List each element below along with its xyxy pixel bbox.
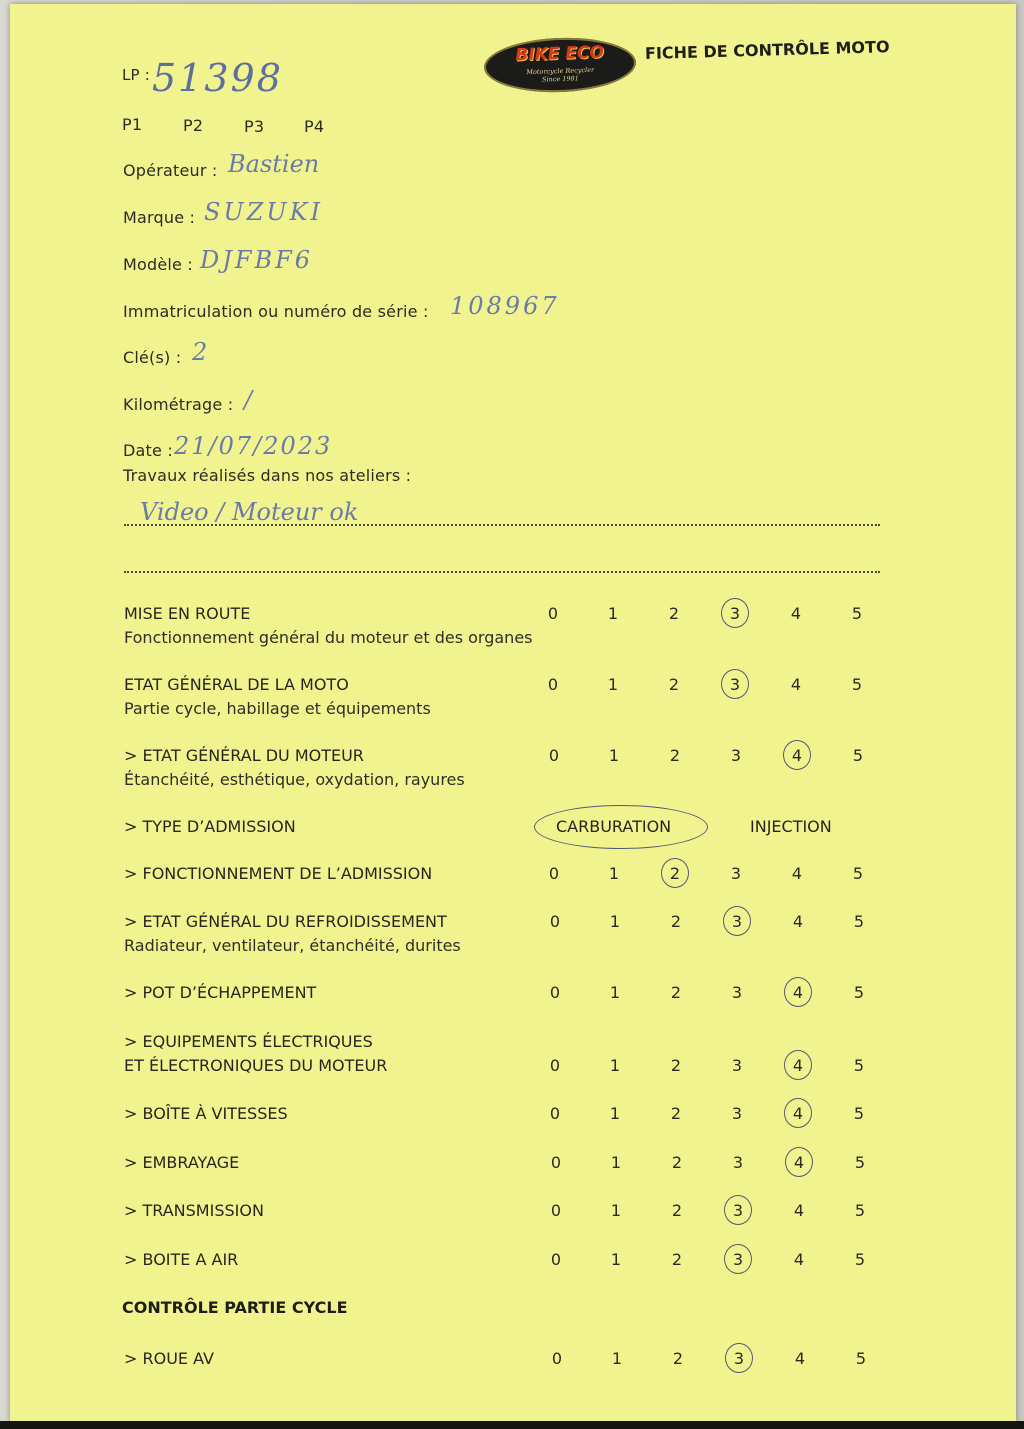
score-option-5: 5 [853,912,865,931]
score-option-4: 4 [791,746,803,765]
travaux-value: Video / Moteur ok [140,498,359,526]
logo-tagline-2: Since 1981 [541,74,580,84]
score-option-2: 2 [669,746,681,765]
score-option-0: 0 [551,1349,563,1368]
score-option-2: 2 [671,1201,683,1220]
criteria-title: > FONCTIONNEMENT DE L’ADMISSION [124,864,433,883]
score-option-0: 0 [549,1104,561,1123]
criteria-title: ETAT GÉNÉRAL DE LA MOTO [124,675,349,694]
score-option-5: 5 [851,604,863,623]
score-option-3: 3 [730,864,742,883]
score-option-5: 5 [852,864,864,883]
score-option-4: 4 [792,1056,804,1075]
criteria-title: > TRANSMISSION [124,1201,264,1220]
criteria-subtitle: Partie cycle, habillage et équipements [124,699,431,718]
criteria-title: > ETAT GÉNÉRAL DU MOTEUR [124,746,364,765]
score-option-2: 2 [668,604,680,623]
score-option-4: 4 [790,604,802,623]
score-option-1: 1 [608,864,620,883]
score-option-3: 3 [729,604,741,623]
admission-option-injection: INJECTION [750,817,832,836]
score-option-1: 1 [608,746,620,765]
marque-label: Marque : [123,208,196,227]
score-option-5: 5 [853,1104,865,1123]
admission-option-carburation: CARBURATION [556,817,672,836]
criteria-title: > EQUIPEMENTS ÉLECTRIQUES [124,1032,373,1051]
travaux-line-2 [124,571,880,573]
logo-brand-text: BIKE ECO [515,42,605,66]
score-option-4: 4 [792,1104,804,1123]
desk-edge [0,1421,1024,1429]
criteria-subtitle: Fonctionnement général du moteur et des organes [124,628,533,647]
score-option-0: 0 [549,912,561,931]
score-option-3: 3 [732,1153,744,1172]
score-option-1: 1 [609,1104,621,1123]
selected-score-circle [724,1195,752,1225]
score-option-3: 3 [732,1201,744,1220]
travaux-label: Travaux réalisés dans nos ateliers : [123,466,412,485]
modele-value: DJFBF6 [200,246,314,274]
score-option-0: 0 [549,983,561,1002]
score-option-4: 4 [791,864,803,883]
score-option-3: 3 [732,1250,744,1269]
score-option-3: 3 [730,746,742,765]
criteria-title: > BOITE A AIR [124,1250,239,1269]
score-option-4: 4 [794,1349,806,1368]
score-option-0: 0 [550,1153,562,1172]
score-option-5: 5 [853,1056,865,1075]
score-option-0: 0 [548,746,560,765]
lp-label: LP : [122,66,151,84]
score-option-3: 3 [733,1349,745,1368]
score-option-3: 3 [731,983,743,1002]
selected-score-circle [784,1050,812,1080]
selected-score-circle [721,669,749,699]
selected-score-circle [784,1098,812,1128]
immatriculation-label: Immatriculation ou numéro de série : [123,302,429,321]
score-option-0: 0 [547,604,559,623]
marque-value: SUZUKI [204,198,323,226]
score-option-1: 1 [610,1250,622,1269]
kilometrage-label: Kilométrage : [123,395,234,414]
criteria-title: > BOÎTE À VITESSES [124,1104,288,1123]
score-option-2: 2 [670,1104,682,1123]
score-option-1: 1 [610,1153,622,1172]
score-option-0: 0 [549,1056,561,1075]
selected-score-circle [724,1244,752,1274]
criteria-title: > ETAT GÉNÉRAL DU REFROIDISSEMENT [124,912,447,931]
criteria-subtitle: Étanchéité, esthétique, oxydation, rayures [124,770,465,789]
score-option-3: 3 [731,1056,743,1075]
score-option-3: 3 [731,912,743,931]
travaux-line-1 [124,524,880,526]
priority-p2: P2 [183,116,204,135]
score-option-5: 5 [852,746,864,765]
score-option-0: 0 [548,864,560,883]
cles-label: Clé(s) : [123,348,182,367]
selected-score-circle [725,1343,753,1373]
selected-score-circle [721,598,749,628]
score-option-0: 0 [550,1250,562,1269]
score-option-5: 5 [855,1349,867,1368]
score-option-4: 4 [792,983,804,1002]
logo-tagline [484,64,636,85]
date-label: Date : [123,441,173,460]
score-option-4: 4 [793,1250,805,1269]
score-option-3: 3 [729,675,741,694]
score-option-3: 3 [731,1104,743,1123]
cles-value: 2 [192,338,208,366]
score-option-1: 1 [609,1056,621,1075]
criteria-title-line-2: ET ÉLECTRONIQUES DU MOTEUR [124,1056,388,1075]
score-option-0: 0 [550,1201,562,1220]
priority-p3: P3 [244,117,265,136]
priority-p1: P1 [122,115,143,134]
score-option-5: 5 [854,1201,866,1220]
score-option-2: 2 [672,1349,684,1368]
score-option-1: 1 [607,675,619,694]
priority-p4: P4 [304,117,325,136]
operateur-label: Opérateur : [123,161,218,180]
logo-tagline-1: Motorcycle Recycler [526,65,595,77]
score-option-2: 2 [670,1056,682,1075]
lp-value: 51398 [152,56,283,100]
operateur-value: Bastien [228,150,320,178]
score-option-2: 2 [670,983,682,1002]
criteria-title: > TYPE D’ADMISSION [124,817,296,836]
kilometrage-value: / [244,386,253,414]
score-option-2: 2 [671,1250,683,1269]
criteria-subtitle: Radiateur, ventilateur, étanchéité, durites [124,936,461,955]
score-option-1: 1 [609,912,621,931]
score-option-2: 2 [671,1153,683,1172]
score-option-2: 2 [670,912,682,931]
score-option-5: 5 [854,1153,866,1172]
score-option-4: 4 [790,675,802,694]
score-option-2: 2 [669,864,681,883]
selected-option-ellipse [534,805,708,849]
score-option-1: 1 [607,604,619,623]
selected-score-circle [784,977,812,1007]
score-option-1: 1 [610,1201,622,1220]
criteria-title: > EMBRAYAGE [124,1153,240,1172]
criteria-title: > ROUE AV [124,1349,214,1368]
selected-score-circle [783,740,811,770]
criteria-title: MISE EN ROUTE [124,604,251,623]
score-option-0: 0 [547,675,559,694]
criteria-title: > POT D’ÉCHAPPEMENT [124,983,317,1002]
date-value: 21/07/2023 [174,432,333,460]
score-option-5: 5 [851,675,863,694]
selected-score-circle [723,906,751,936]
score-option-4: 4 [793,1201,805,1220]
selected-score-circle [661,858,689,888]
score-option-4: 4 [793,1153,805,1172]
score-option-2: 2 [668,675,680,694]
score-option-1: 1 [611,1349,623,1368]
score-option-5: 5 [853,983,865,1002]
score-option-1: 1 [609,983,621,1002]
modele-label: Modèle : [123,255,193,274]
document-title: FICHE DE CONTRÔLE MOTO [644,37,890,63]
section-partie-cycle-title: CONTRÔLE PARTIE CYCLE [122,1298,348,1317]
selected-score-circle [785,1147,813,1177]
score-option-5: 5 [854,1250,866,1269]
immatriculation-value: 108967 [450,292,560,320]
score-option-4: 4 [792,912,804,931]
